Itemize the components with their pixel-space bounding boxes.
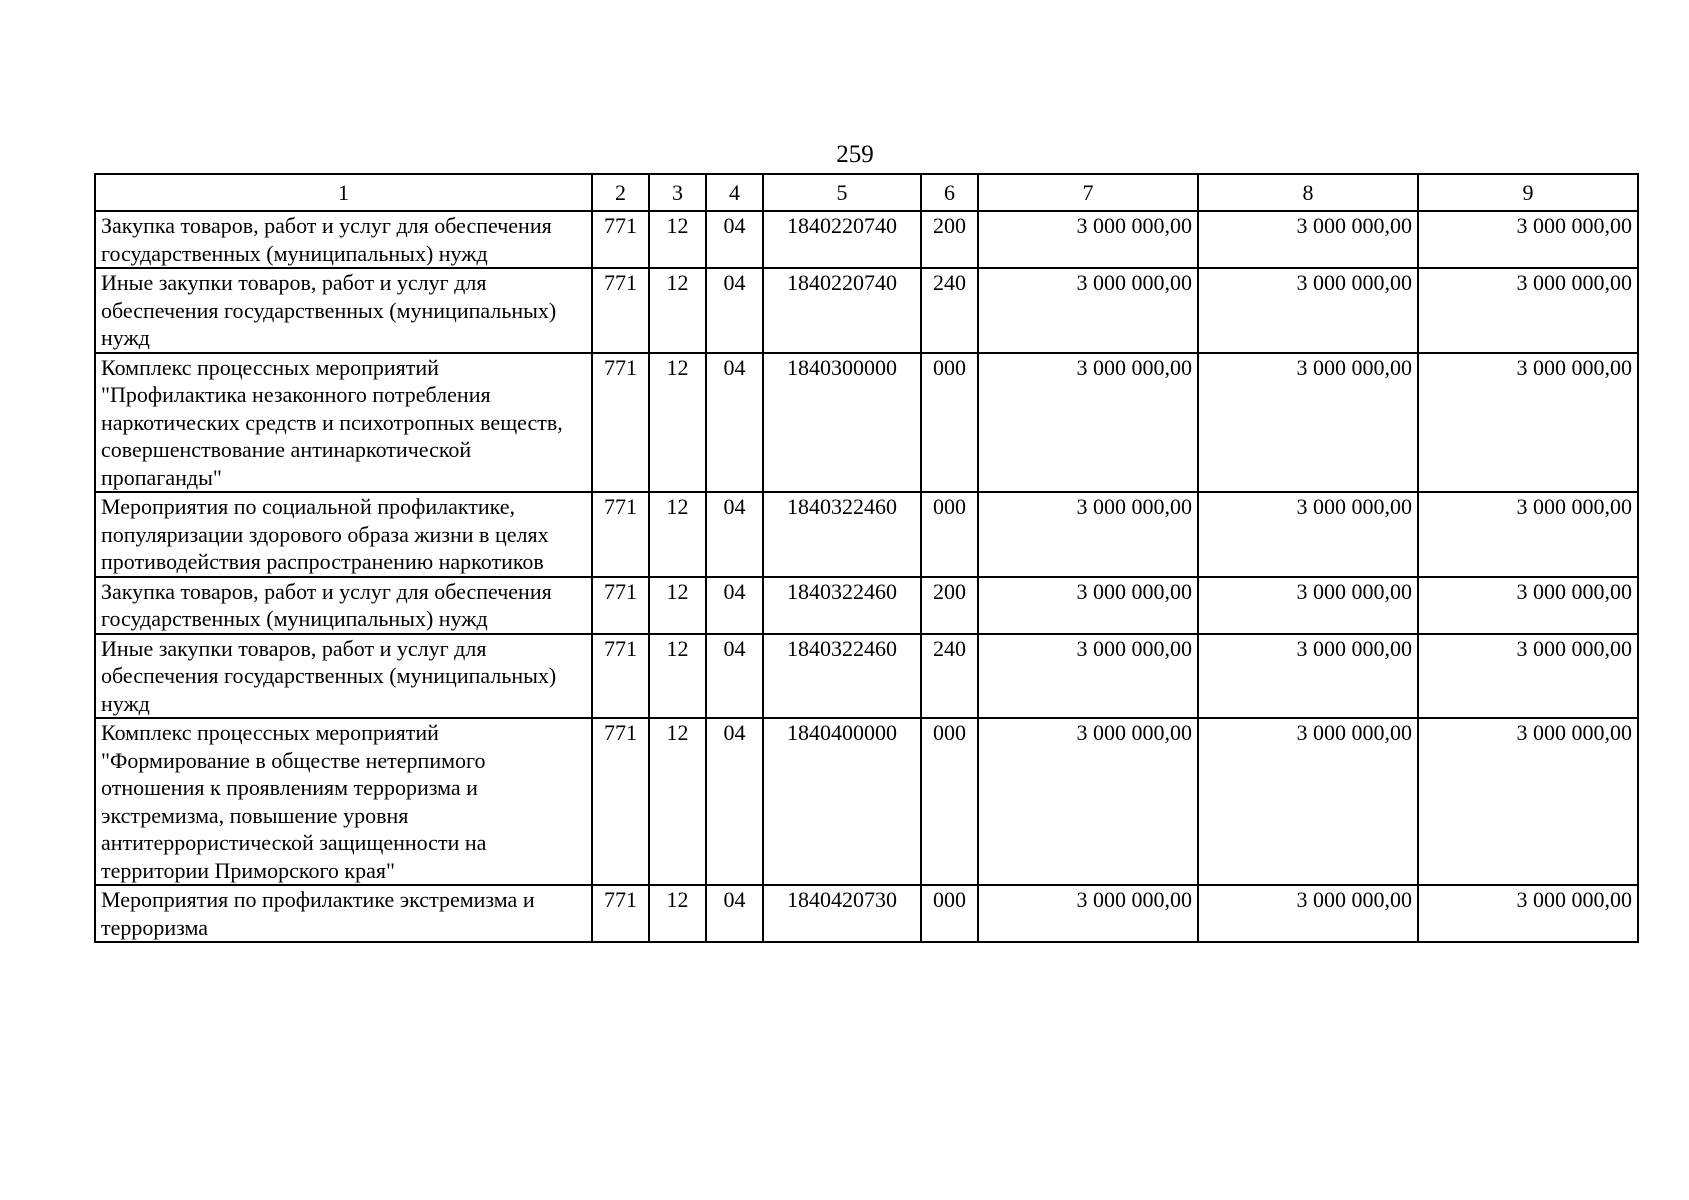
column-header: 6 <box>921 174 978 211</box>
column-header: 7 <box>978 174 1198 211</box>
cell-col-5: 1840220740 <box>763 211 921 268</box>
amount-col-8: 3 000 000,00 <box>1198 353 1418 493</box>
table-row <box>95 885 1638 942</box>
cell-col-4: 04 <box>706 718 763 885</box>
header-row <box>95 174 1638 211</box>
cell-col-5: 1840322460 <box>763 492 921 577</box>
table-row <box>95 353 1638 493</box>
cell-col-4: 04 <box>706 353 763 493</box>
cell-col-2: 771 <box>592 634 649 719</box>
amount-col-7: 3 000 000,00 <box>978 211 1198 268</box>
row-description: Мероприятия по социальной профилактике, популяризации здорового образа жизни в целях противодействия распространению наркотиков <box>95 492 592 577</box>
amount-col-7: 3 000 000,00 <box>978 718 1198 885</box>
amount-col-8: 3 000 000,00 <box>1198 718 1418 885</box>
table-row <box>95 492 1638 577</box>
row-description: Закупка товаров, работ и услуг для обеспечения государственных (муниципальных) нужд <box>95 577 592 634</box>
cell-col-3: 12 <box>649 211 706 268</box>
column-header: 5 <box>763 174 921 211</box>
cell-col-4: 04 <box>706 885 763 942</box>
amount-col-7: 3 000 000,00 <box>978 268 1198 353</box>
column-header: 3 <box>649 174 706 211</box>
table-row <box>95 211 1638 268</box>
cell-col-6: 200 <box>921 211 978 268</box>
table-row <box>95 634 1638 719</box>
cell-col-5: 1840420730 <box>763 885 921 942</box>
amount-col-8: 3 000 000,00 <box>1198 492 1418 577</box>
amount-col-8: 3 000 000,00 <box>1198 634 1418 719</box>
table-row <box>95 577 1638 634</box>
cell-col-5: 1840322460 <box>763 634 921 719</box>
table-row <box>95 718 1638 885</box>
cell-col-6: 240 <box>921 634 978 719</box>
row-description: Закупка товаров, работ и услуг для обеспечения государственных (муниципальных) нужд <box>95 211 592 268</box>
cell-col-2: 771 <box>592 211 649 268</box>
cell-col-2: 771 <box>592 718 649 885</box>
column-header: 8 <box>1198 174 1418 211</box>
cell-col-6: 240 <box>921 268 978 353</box>
cell-col-6: 000 <box>921 492 978 577</box>
amount-col-7: 3 000 000,00 <box>978 634 1198 719</box>
cell-col-3: 12 <box>649 718 706 885</box>
cell-col-4: 04 <box>706 268 763 353</box>
amount-col-8: 3 000 000,00 <box>1198 577 1418 634</box>
cell-col-3: 12 <box>649 577 706 634</box>
amount-col-9: 3 000 000,00 <box>1418 885 1638 942</box>
amount-col-9: 3 000 000,00 <box>1418 268 1638 353</box>
cell-col-6: 000 <box>921 885 978 942</box>
budget-table <box>94 173 1639 943</box>
cell-col-4: 04 <box>706 211 763 268</box>
amount-col-7: 3 000 000,00 <box>978 577 1198 634</box>
cell-col-4: 04 <box>706 634 763 719</box>
cell-col-5: 1840322460 <box>763 577 921 634</box>
amount-col-8: 3 000 000,00 <box>1198 268 1418 353</box>
cell-col-4: 04 <box>706 577 763 634</box>
amount-col-9: 3 000 000,00 <box>1418 492 1638 577</box>
cell-col-3: 12 <box>649 268 706 353</box>
cell-col-2: 771 <box>592 268 649 353</box>
row-description: Иные закупки товаров, работ и услуг для обеспечения государственных (муниципальных) нужд <box>95 634 592 719</box>
cell-col-5: 1840220740 <box>763 268 921 353</box>
cell-col-6: 200 <box>921 577 978 634</box>
row-description: Комплекс процессных мероприятий "Формирование в обществе нетерпимого отношения к проявлениям терроризма и экстремизма, повышение уровня антитеррористической защищенности на территории Приморского края" <box>95 718 592 885</box>
amount-col-7: 3 000 000,00 <box>978 492 1198 577</box>
cell-col-3: 12 <box>649 634 706 719</box>
row-description: Комплекс процессных мероприятий "Профилактика незаконного потребления наркотических средств и психотропных веществ, совершенствование антинаркотической пропаганды" <box>95 353 592 493</box>
amount-col-9: 3 000 000,00 <box>1418 718 1638 885</box>
cell-col-2: 771 <box>592 492 649 577</box>
amount-col-9: 3 000 000,00 <box>1418 353 1638 493</box>
cell-col-3: 12 <box>649 353 706 493</box>
cell-col-5: 1840400000 <box>763 718 921 885</box>
cell-col-5: 1840300000 <box>763 353 921 493</box>
cell-col-6: 000 <box>921 718 978 885</box>
amount-col-8: 3 000 000,00 <box>1198 885 1418 942</box>
cell-col-3: 12 <box>649 492 706 577</box>
cell-col-2: 771 <box>592 577 649 634</box>
row-description: Иные закупки товаров, работ и услуг для обеспечения государственных (муниципальных) нужд <box>95 268 592 353</box>
column-header: 1 <box>95 174 592 211</box>
amount-col-9: 3 000 000,00 <box>1418 577 1638 634</box>
column-header: 2 <box>592 174 649 211</box>
amount-col-7: 3 000 000,00 <box>978 353 1198 493</box>
column-header: 9 <box>1418 174 1638 211</box>
cell-col-6: 000 <box>921 353 978 493</box>
column-header: 4 <box>706 174 763 211</box>
amount-col-9: 3 000 000,00 <box>1418 211 1638 268</box>
cell-col-3: 12 <box>649 885 706 942</box>
cell-col-2: 771 <box>592 885 649 942</box>
amount-col-7: 3 000 000,00 <box>978 885 1198 942</box>
table-row <box>95 268 1638 353</box>
row-description: Мероприятия по профилактике экстремизма и терроризма <box>95 885 592 942</box>
amount-col-8: 3 000 000,00 <box>1198 211 1418 268</box>
amount-col-9: 3 000 000,00 <box>1418 634 1638 719</box>
page-number: 259 <box>836 141 874 168</box>
cell-col-2: 771 <box>592 353 649 493</box>
cell-col-4: 04 <box>706 492 763 577</box>
